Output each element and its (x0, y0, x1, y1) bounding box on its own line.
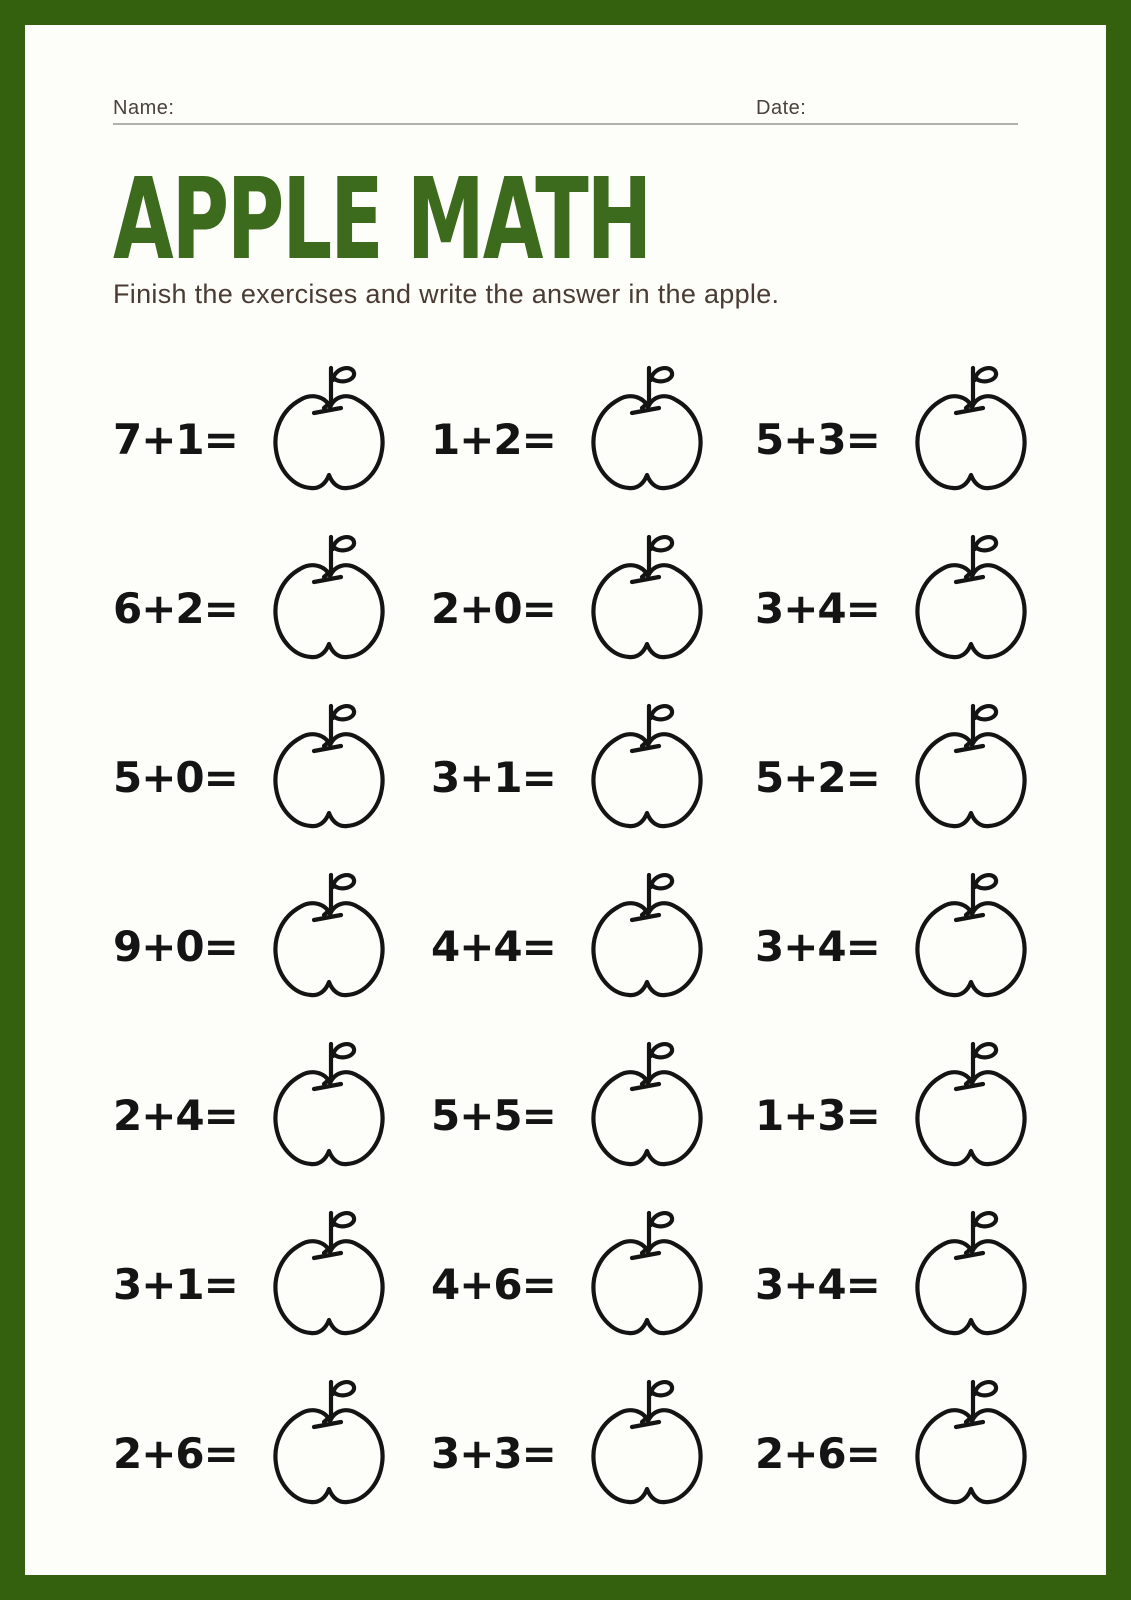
answer-apple[interactable] (264, 698, 394, 844)
answer-apple[interactable] (906, 360, 1036, 506)
problem-cell (113, 855, 431, 1024)
header-row (113, 97, 1018, 125)
answer-apple[interactable] (906, 1205, 1036, 1351)
answer-apple[interactable] (582, 360, 712, 506)
apple-outline-icon (906, 698, 1036, 844)
problem-expression: 3+1= (431, 753, 556, 803)
answer-apple[interactable] (582, 1374, 712, 1520)
problem-expression: 4+4= (431, 922, 556, 972)
problem-cell (755, 517, 1036, 686)
problem-cell (755, 348, 1036, 517)
problem-expression: 1+3= (755, 1091, 880, 1141)
problem-cell (755, 686, 1036, 855)
answer-apple[interactable] (264, 1036, 394, 1182)
apple-outline-icon (582, 360, 712, 506)
problems-grid (113, 348, 1018, 1531)
apple-outline-icon (906, 1036, 1036, 1182)
problem-expression: 7+1= (113, 415, 238, 465)
problem-expression: 3+4= (755, 1260, 880, 1310)
apple-outline-icon (264, 1205, 394, 1351)
answer-apple[interactable] (582, 867, 712, 1013)
worksheet-content (25, 25, 1106, 1531)
apple-outline-icon (582, 1036, 712, 1182)
problem-expression: 9+0= (113, 922, 238, 972)
problem-cell (431, 348, 755, 517)
problem-expression: 5+3= (755, 415, 880, 465)
answer-apple[interactable] (906, 1374, 1036, 1520)
answer-apple[interactable] (582, 529, 712, 675)
problem-cell (755, 855, 1036, 1024)
apple-outline-icon (906, 867, 1036, 1013)
apple-outline-icon (264, 1036, 394, 1182)
answer-apple[interactable] (264, 529, 394, 675)
answer-apple[interactable] (264, 1374, 394, 1520)
problem-cell (431, 1362, 755, 1531)
apple-outline-icon (582, 1205, 712, 1351)
problem-expression: 3+4= (755, 922, 880, 972)
apple-outline-icon (264, 360, 394, 506)
page-subtitle: Finish the exercises and write the answer in the apple. (113, 279, 780, 310)
answer-apple[interactable] (906, 867, 1036, 1013)
page-title: APPLE MATH (113, 155, 651, 285)
apple-outline-icon (906, 360, 1036, 506)
apple-outline-icon (264, 529, 394, 675)
problem-expression: 6+2= (113, 584, 238, 634)
problem-expression: 5+0= (113, 753, 238, 803)
problem-cell (113, 686, 431, 855)
date-label: Date: (756, 97, 807, 119)
problem-expression: 3+3= (431, 1429, 556, 1479)
problem-cell (431, 517, 755, 686)
problem-expression: 5+2= (755, 753, 880, 803)
answer-apple[interactable] (906, 698, 1036, 844)
problem-cell (755, 1024, 1036, 1193)
apple-outline-icon (582, 529, 712, 675)
problem-cell (431, 1024, 755, 1193)
problem-cell (113, 1193, 431, 1362)
answer-apple[interactable] (906, 529, 1036, 675)
apple-outline-icon (264, 1374, 394, 1520)
apple-outline-icon (582, 1374, 712, 1520)
answer-apple[interactable] (582, 698, 712, 844)
apple-outline-icon (906, 1205, 1036, 1351)
apple-outline-icon (906, 1374, 1036, 1520)
problem-expression: 2+0= (431, 584, 556, 634)
problem-cell (113, 348, 431, 517)
apple-outline-icon (582, 867, 712, 1013)
problem-cell (113, 517, 431, 686)
answer-apple[interactable] (264, 360, 394, 506)
problem-expression: 5+5= (431, 1091, 556, 1141)
apple-outline-icon (264, 698, 394, 844)
name-label: Name: (113, 97, 175, 119)
problem-cell (113, 1024, 431, 1193)
answer-apple[interactable] (264, 867, 394, 1013)
problem-cell (431, 855, 755, 1024)
apple-outline-icon (582, 698, 712, 844)
problem-expression: 1+2= (431, 415, 556, 465)
answer-apple[interactable] (906, 1036, 1036, 1182)
name-date-write-line[interactable] (113, 123, 1018, 125)
problem-cell (755, 1193, 1036, 1362)
answer-apple[interactable] (264, 1205, 394, 1351)
apple-outline-icon (906, 529, 1036, 675)
apple-outline-icon (264, 867, 394, 1013)
answer-apple[interactable] (582, 1036, 712, 1182)
problem-expression: 3+1= (113, 1260, 238, 1310)
problem-cell (113, 1362, 431, 1531)
problem-cell (755, 1362, 1036, 1531)
problem-cell (431, 1193, 755, 1362)
answer-apple[interactable] (582, 1205, 712, 1351)
problem-expression: 3+4= (755, 584, 880, 634)
problem-expression: 2+4= (113, 1091, 238, 1141)
problem-expression: 4+6= (431, 1260, 556, 1310)
problem-expression: 2+6= (755, 1429, 880, 1479)
problem-cell (431, 686, 755, 855)
problem-expression: 2+6= (113, 1429, 238, 1479)
